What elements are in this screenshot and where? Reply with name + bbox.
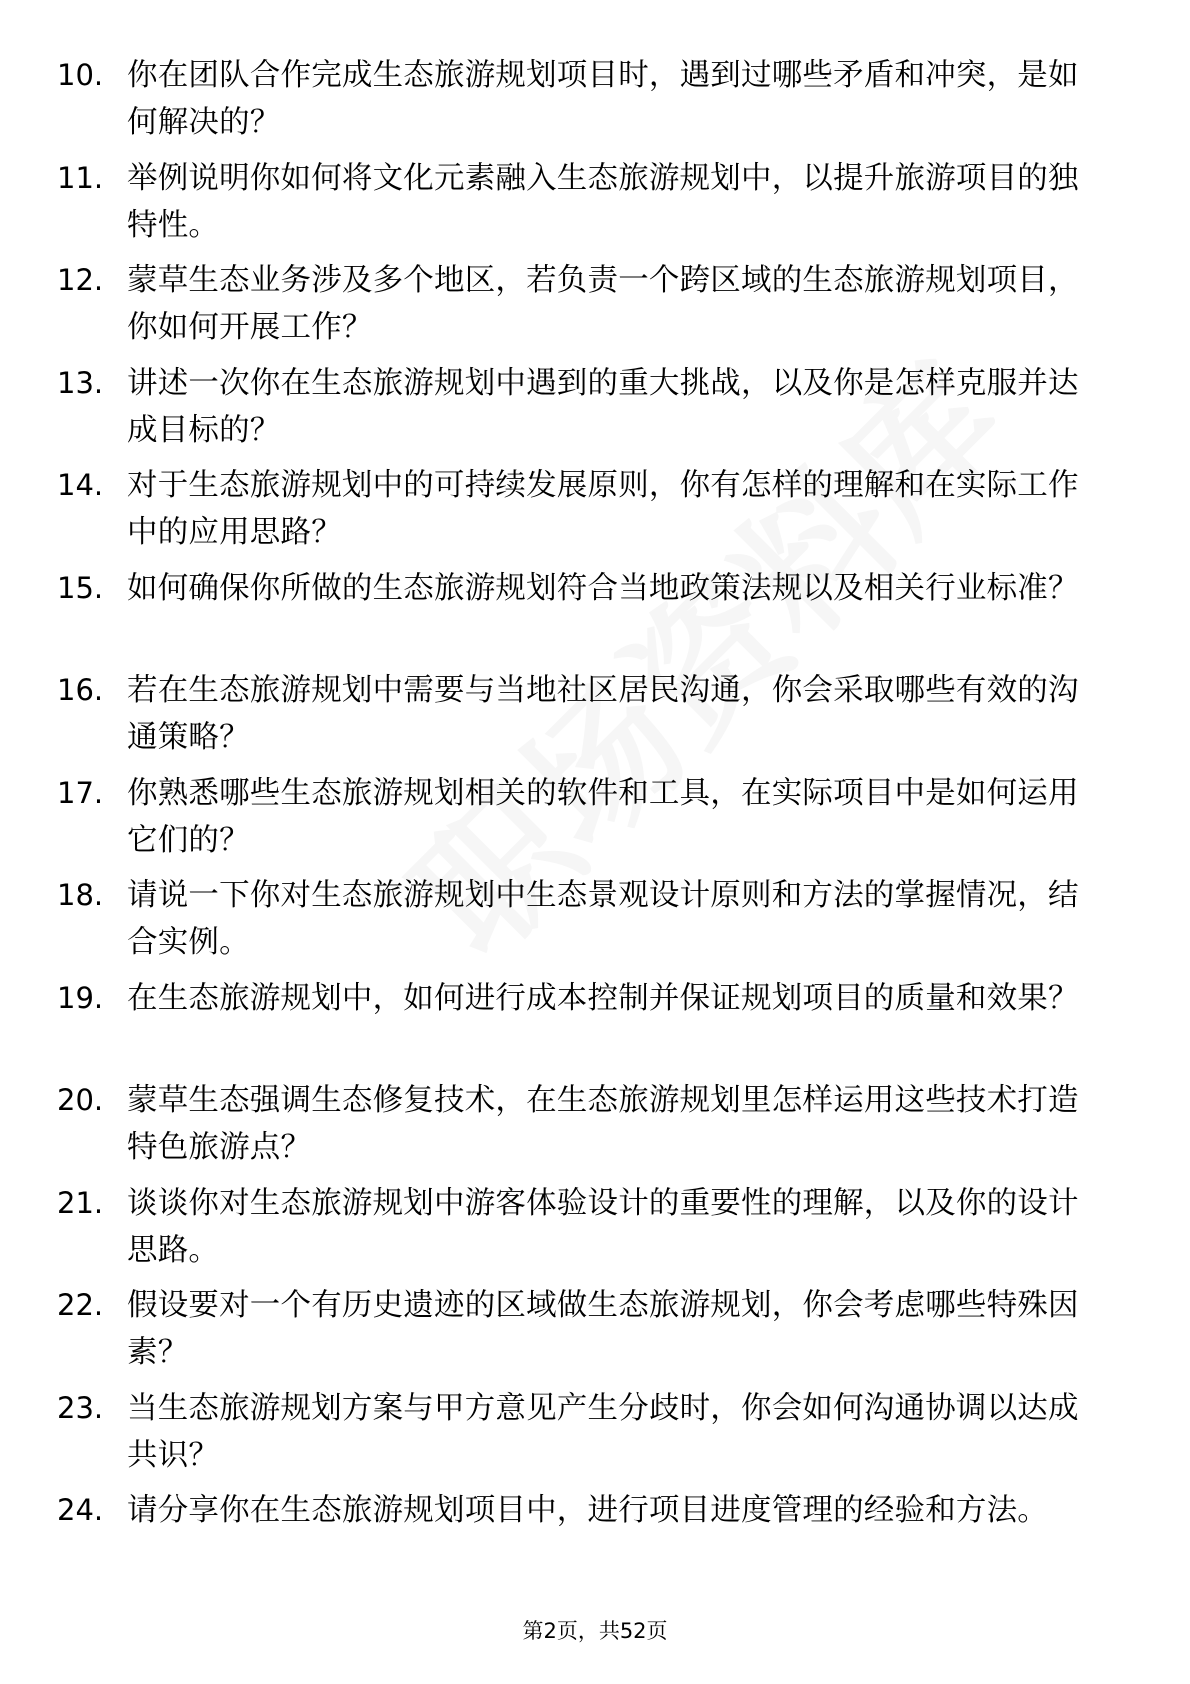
question-text: 假设要对一个有历史遗迹的区域做生态旅游规划，你会考虑哪些特殊因素？ xyxy=(127,1288,1079,1370)
question-number: 13. xyxy=(57,365,104,400)
question-text: 当生态旅游规划方案与甲方意见产生分歧时，你会如何沟通协调以达成共识？ xyxy=(127,1390,1079,1473)
list-item xyxy=(57,52,1107,155)
question-number: 24. xyxy=(57,1493,104,1527)
question-text: 你在团队合作完成生态旅游规划项目时，遇到过哪些矛盾和冲突，是如何解决的？ xyxy=(127,58,1079,140)
list-item xyxy=(57,1077,1107,1180)
question-text: 对于生态旅游规划中的可持续发展原则，你有怎样的理解和在实际工作中的应用思路？ xyxy=(127,468,1079,550)
list-item xyxy=(57,1385,1107,1488)
list-item xyxy=(57,770,1107,873)
question-number: 19. xyxy=(57,980,104,1015)
question-number: 10. xyxy=(57,58,104,92)
question-text: 谈谈你对生态旅游规划中游客体验设计的重要性的理解，以及你的设计思路。 xyxy=(127,1185,1079,1268)
question-number: 12. xyxy=(57,263,104,297)
question-number: 22. xyxy=(57,1288,104,1322)
list-item xyxy=(57,667,1107,770)
question-text: 在生态旅游规划中，如何进行成本控制并保证规划项目的质量和效果？ xyxy=(127,980,1079,1016)
question-text: 请分享你在生态旅游规划项目中，进行项目进度管理的经验和方法。 xyxy=(127,1493,1048,1528)
page-footer xyxy=(0,1617,1190,1645)
question-number: 11. xyxy=(57,160,104,195)
question-list xyxy=(57,52,1107,1590)
list-item xyxy=(57,565,1107,668)
list-item xyxy=(57,1282,1107,1385)
list-item xyxy=(57,462,1107,565)
question-number: 18. xyxy=(57,878,104,912)
question-text: 讲述一次你在生态旅游规划中遇到的重大挑战，以及你是怎样克服并达成目标的？ xyxy=(127,365,1079,448)
list-item xyxy=(57,1180,1107,1283)
question-text: 你熟悉哪些生态旅游规划相关的软件和工具，在实际项目中是如何运用它们的？ xyxy=(127,775,1079,858)
list-item xyxy=(57,360,1107,463)
question-text: 如何确保你所做的生态旅游规划符合当地政策法规以及相关行业标准？ xyxy=(127,570,1079,606)
question-number: 20. xyxy=(57,1083,104,1117)
page-number-label: 第2页，共52页 xyxy=(522,1619,668,1643)
question-number: 21. xyxy=(57,1185,104,1220)
question-number: 16. xyxy=(57,673,104,707)
question-text: 蒙草生态业务涉及多个地区，若负责一个跨区域的生态旅游规划项目，你如何开展工作？ xyxy=(127,263,1079,345)
question-text: 蒙草生态强调生态修复技术，在生态旅游规划里怎样运用这些技术打造特色旅游点？ xyxy=(127,1083,1079,1165)
question-number: 23. xyxy=(57,1390,104,1425)
list-item xyxy=(57,1487,1107,1590)
question-number: 14. xyxy=(57,468,104,502)
list-item xyxy=(57,257,1107,360)
question-text: 请说一下你对生态旅游规划中生态景观设计原则和方法的掌握情况，结合实例。 xyxy=(127,878,1079,960)
question-text: 举例说明你如何将文化元素融入生态旅游规划中，以提升旅游项目的独特性。 xyxy=(127,160,1079,243)
question-number: 15. xyxy=(57,570,104,605)
question-text: 若在生态旅游规划中需要与当地社区居民沟通，你会采取哪些有效的沟通策略？ xyxy=(127,673,1079,755)
list-item xyxy=(57,872,1107,975)
list-item xyxy=(57,975,1107,1078)
question-number: 17. xyxy=(57,775,104,810)
list-item xyxy=(57,155,1107,258)
